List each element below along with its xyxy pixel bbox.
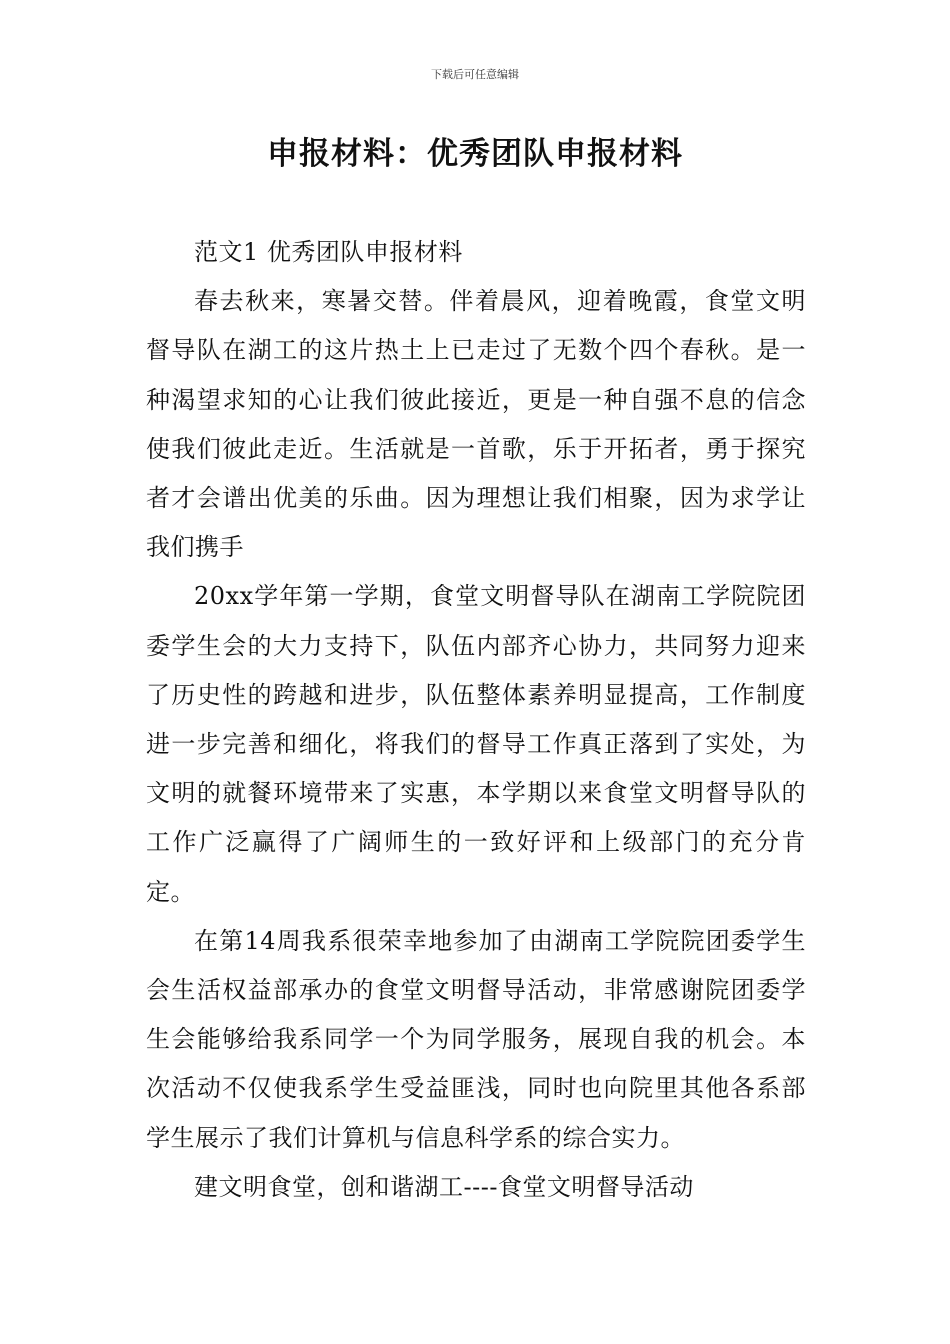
document-title: 申报材料：优秀团队申报材料: [267, 136, 683, 172]
paragraph-1: 范文1 优秀团队申报材料: [194, 238, 463, 266]
paragraph-5: 建文明食堂，创和谐湖工----食堂文明督导活动: [194, 1172, 694, 1201]
page-header-note: 下载后可任意编辑: [431, 68, 519, 81]
paragraph-3: 20xx学年第一学期，食堂文明督导队在湖南工学院院团委学生会的大力支持下，队伍内部齐心协力，共同努力迎来了历史性的跨越和进步，队伍整体素养明显提高，工作制度进一步完善和细化，将我们的督导工作真正落到了实处，为文明的就餐环境带来了实惠，本学期以来食堂文明督导队的工作广泛赢得了广阔师生的一致好评和上级部门的充分肯定。: [146, 582, 806, 906]
document-body: [146, 228, 806, 1212]
paragraph-4: 在第14周我系很荣幸地参加了由湖南工学院院团委学生会生活权益部承办的食堂文明督导活动，非常感谢院团委学生会能够给我系同学一个为同学服务，展现自我的机会。本次活动不仅使我系学生受益匪浅，同时也向院里其他各系部学生展示了我们计算机与信息科学系的综合实力。: [146, 926, 806, 1152]
paragraph-2: 春去秋来，寒暑交替。伴着晨风，迎着晚霞，食堂文明督导队在湖工的这片热土上已走过了无数个四个春秋。是一种渴望求知的心让我们彼此接近，更是一种自强不息的信念使我们彼此走近。生活就是一首歌，乐于开拓者，勇于探究者才会谱出优美的乐曲。因为理想让我们相聚，因为求学让我们携手: [146, 287, 806, 562]
